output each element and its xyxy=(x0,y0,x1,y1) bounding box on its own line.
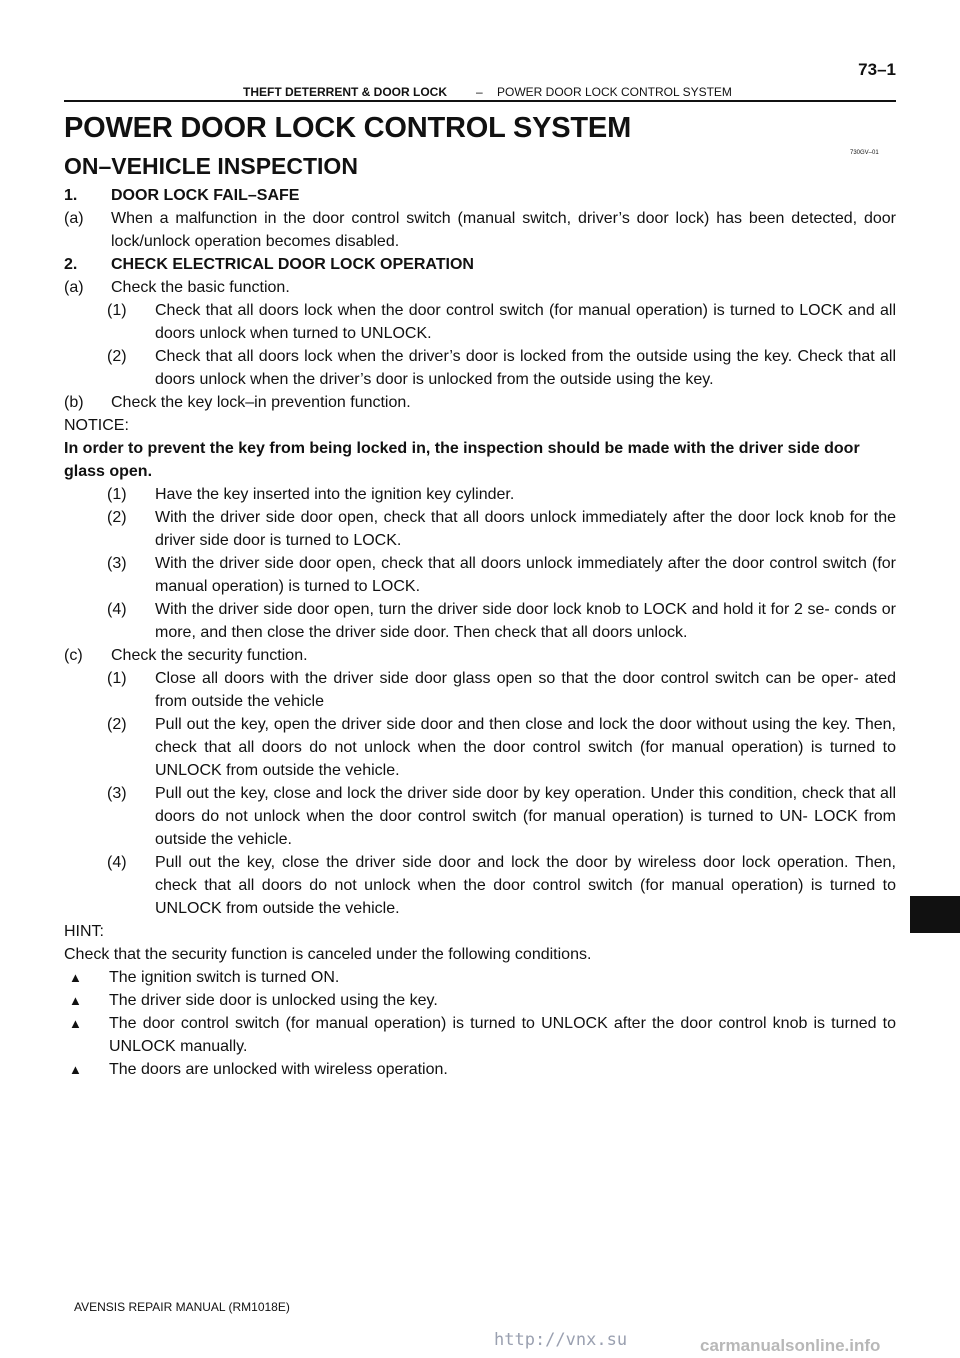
sub-step-item: (4) With the driver side door open, turn the driver side door lock knob to LOCK and hold it for 2 se- conds or more, and then close the driver side door. Then check that all doors unlock. xyxy=(107,601,896,641)
step-item: (c) Check the security function. xyxy=(64,647,308,664)
sub-step-item: (2) With the driver side door open, check that all doors unlock immediately after the door lock knob for the driver side door is turned to LOCK. xyxy=(107,509,896,549)
section-index-tab xyxy=(910,896,960,933)
page-number: 73–1 xyxy=(858,60,896,79)
hint-list-item: ▲ The driver side door is unlocked using the key. xyxy=(64,989,896,1012)
step-item: (b) Check the key lock–in prevention function. xyxy=(64,394,411,411)
step-heading: 2. CHECK ELECTRICAL DOOR LOCK OPERATION xyxy=(64,256,474,273)
header-subsection-title: POWER DOOR LOCK CONTROL SYSTEM xyxy=(497,85,732,99)
document-code: 730GV–01 xyxy=(850,150,879,156)
triangle-bullet-icon: ▲ xyxy=(69,1062,82,1077)
header-separator: – xyxy=(476,85,483,99)
sub-step-item: (1) Close all doors with the driver side door glass open so that the door control switch can be oper- ated from outside the vehicle xyxy=(107,670,896,710)
sub-step-item: (2) Check that all doors lock when the driver’s door is locked from the outside using the key. Check that all doors unlock when the driver’s door is unlocked from the outside using the key. xyxy=(107,348,896,388)
step-item: (a) Check the basic function. xyxy=(64,279,290,296)
sub-step-item: (3) Pull out the key, close and lock the driver side door by key operation. Under this condition, check that all doors do not unlock when the door control switch (for manual operation) is turned to UN- LOCK from outside the vehicle. xyxy=(107,785,896,848)
hint-intro: Check that the security function is canceled under the following conditions. xyxy=(64,946,592,963)
section-subtitle: ON–VEHICLE INSPECTION xyxy=(64,153,358,179)
triangle-bullet-icon: ▲ xyxy=(69,993,82,1008)
sub-step-item: (1) Check that all doors lock when the door control switch (for manual operation) is turned to LOCK and all doors unlock when turned to UNLOCK. xyxy=(107,302,896,342)
hint-label: HINT: xyxy=(64,923,104,940)
header-section-title: THEFT DETERRENT & DOOR LOCK xyxy=(243,85,447,99)
sub-step-item: (4) Pull out the key, close the driver side door and lock the door by wireless door lock operation. Then, check that all doors do not unlock when the door control switch (for manual operation) is turned to UNLOCK from outside the vehicle. xyxy=(107,854,896,917)
page-title: POWER DOOR LOCK CONTROL SYSTEM xyxy=(64,112,632,144)
notice-text: In order to prevent the key from being locked in, the inspection should be made with the driver side door glass open. xyxy=(64,440,860,480)
triangle-bullet-icon: ▲ xyxy=(69,1016,82,1031)
document-body xyxy=(64,184,896,1081)
watermark-site: carmanualsonline.info xyxy=(700,1336,881,1355)
hint-list-item: ▲ The ignition switch is turned ON. xyxy=(64,966,896,989)
sub-step-item: (1) Have the key inserted into the ignition key cylinder. xyxy=(107,486,515,503)
sub-step-item: (2) Pull out the key, open the driver side door and then close and lock the door without using the key. Then, check that all doors do not unlock when the door control switch (for manual operation) is turned to UNLOCK from outside the vehicle. xyxy=(107,716,896,779)
triangle-bullet-icon: ▲ xyxy=(69,970,82,985)
notice-label: NOTICE: xyxy=(64,417,129,434)
watermark-url[interactable]: http://vnx.su xyxy=(494,1330,628,1350)
hint-list-item: ▲ The door control switch (for manual operation) is turned to UNLOCK after the door control knob is turned to UNLOCK manually. xyxy=(64,1012,896,1058)
step-heading: 1. DOOR LOCK FAIL–SAFE xyxy=(64,187,300,204)
sub-step-item: (3) With the driver side door open, check that all doors unlock immediately after the door control switch (for manual operation) is turned to LOCK. xyxy=(107,555,896,595)
step-item: (a) When a malfunction in the door control switch (manual switch, driver’s door lock) has been detected, door lock/unlock operation becomes disabled. xyxy=(64,210,896,250)
footer-manual-title: AVENSIS REPAIR MANUAL (RM1018E) xyxy=(74,1300,290,1314)
header-rule xyxy=(64,100,896,102)
hint-list-item: ▲ The doors are unlocked with wireless operation. xyxy=(64,1058,896,1081)
